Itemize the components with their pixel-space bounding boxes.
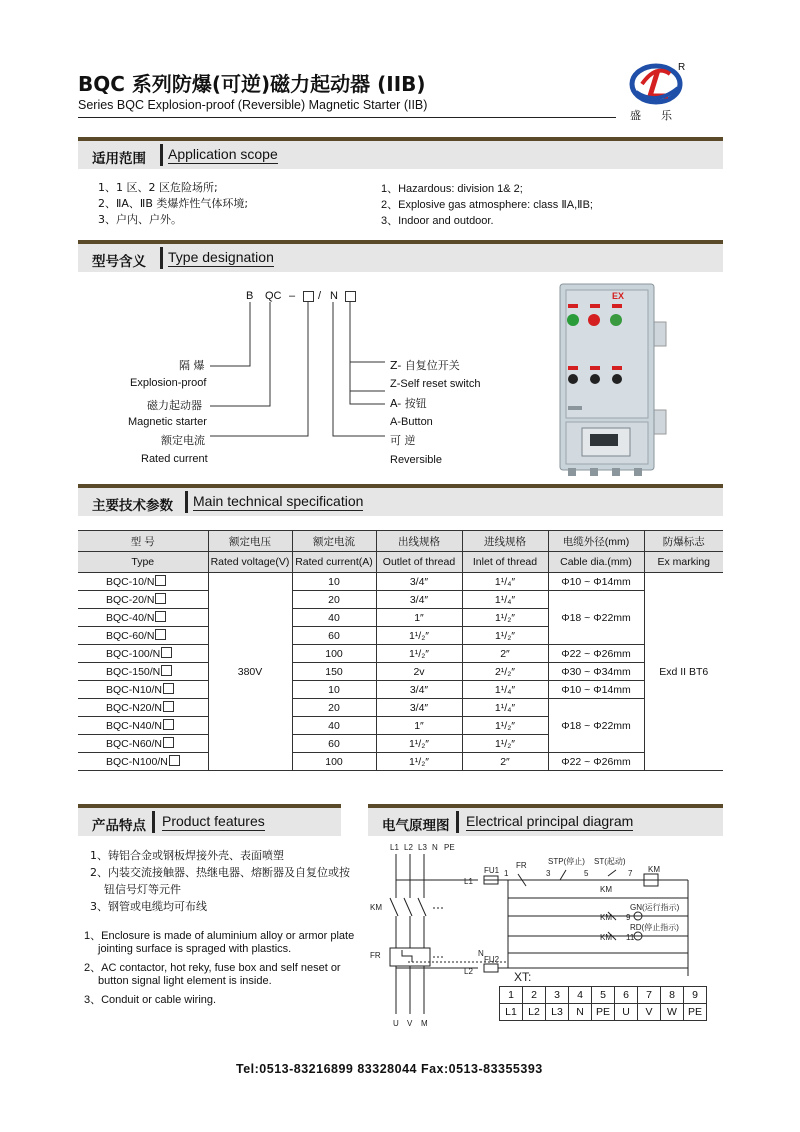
label-reset-en: Z-Self reset switch — [390, 378, 481, 390]
inlet-cell: 1¹/₄″ — [462, 573, 548, 591]
current-cell: 20 — [292, 591, 376, 609]
spec-header-cell: 型 号 — [78, 531, 208, 552]
diagram-node: 5 — [584, 869, 589, 878]
label-current-cn: 额定电流 — [161, 434, 205, 447]
cable-cell: Φ18 ~ Φ22mm — [548, 699, 644, 753]
logo-text: 盛乐 — [630, 109, 692, 122]
spec-header-cell: Rated voltage(V) — [208, 552, 292, 573]
spec-header-cell: Inlet of thread — [462, 552, 548, 573]
inlet-cell: 1¹/₄″ — [462, 681, 548, 699]
cable-cell: Φ18 ~ Φ22mm — [548, 591, 644, 645]
outlet-cell: 1¹/₂″ — [376, 753, 462, 771]
label-magnetic-en: Magnetic starter — [128, 416, 207, 428]
code-n: N — [330, 290, 338, 302]
ex-marking-cell: Exd II BT6 — [644, 573, 723, 771]
type-cell: BQC-60/N — [78, 627, 208, 645]
table-cell: L2 — [523, 1004, 546, 1021]
designation-title-cn: 型号含义 — [92, 254, 146, 270]
diagram-node: 9 — [626, 913, 631, 922]
table-row — [78, 645, 723, 663]
table-cell: 4 — [569, 987, 592, 1004]
features-header — [78, 804, 341, 836]
cable-cell: Φ30 ~ Φ34mm — [548, 663, 644, 681]
spec-header-cell: 出线规格 — [376, 531, 462, 552]
voltage-cell: 380V — [208, 573, 292, 771]
table-cell: W — [661, 1004, 684, 1021]
code-b: B — [246, 290, 254, 302]
current-cell: 150 — [292, 663, 376, 681]
feature-en-2: 2、AC contactor, hot reky, fuse box and self neset or — [84, 962, 341, 974]
diagram-label-km: KM — [370, 903, 382, 912]
features-title-en: Product features — [162, 813, 265, 829]
diagram-header — [368, 804, 723, 836]
outlet-cell: 1¹/₂″ — [376, 735, 462, 753]
table-cell: L3 — [546, 1004, 569, 1021]
cable-cell: Φ22 ~ Φ26mm — [548, 753, 644, 771]
diagram-label-km-c: KM — [600, 933, 612, 942]
table-cell: 3 — [546, 987, 569, 1004]
spec-header-cell: Ex marking — [644, 552, 723, 573]
outlet-cell: 2v — [376, 663, 462, 681]
label-button-cn: A- 按钮 — [390, 397, 427, 410]
table-row — [78, 753, 723, 771]
table-cell: 6 — [615, 987, 638, 1004]
terminal-label: M — [421, 1019, 428, 1028]
table-row — [78, 681, 723, 699]
spec-header-cell: Type — [78, 552, 208, 573]
terminal-label: L3 — [418, 843, 427, 852]
contact-footer: Tel:0513-83216899 83328044 Fax:0513-83355393 — [236, 1062, 543, 1076]
feature-cn-1: 1、铸铝合金或钢板焊接外壳、表面喷塑 — [90, 849, 284, 862]
table-cell: 2 — [523, 987, 546, 1004]
outlet-cell: 3/4″ — [376, 591, 462, 609]
terminal-label: L1 — [390, 843, 399, 852]
type-cell: BQC-10/N — [78, 573, 208, 591]
spec-header-row-en — [78, 552, 723, 573]
feature-cn-2b: 钮信号灯等元件 — [104, 883, 181, 896]
inlet-cell: 1¹/₄″ — [462, 699, 548, 717]
label-button-en: A-Button — [390, 416, 433, 428]
spec-header-cell: 进线规格 — [462, 531, 548, 552]
diagram-title-en: Electrical principal diagram — [466, 813, 634, 829]
scope-title-en: Application scope — [168, 146, 278, 162]
type-cell: BQC-N60/N — [78, 735, 208, 753]
inlet-cell: 2¹/₂″ — [462, 663, 548, 681]
spec-table — [78, 530, 723, 771]
page-subtitle: Series BQC Explosion-proof (Reversible) Magnetic Starter (IIB) — [78, 98, 428, 112]
table-cell: U — [615, 1004, 638, 1021]
outlet-cell: 1¹/₂″ — [376, 645, 462, 663]
table-cell: PE — [684, 1004, 707, 1021]
current-cell: 100 — [292, 753, 376, 771]
outlet-cell: 3/4″ — [376, 681, 462, 699]
designation-header-separator — [160, 247, 163, 269]
outlet-cell: 3/4″ — [376, 573, 462, 591]
diagram-label-stp: STP(停止) — [548, 857, 585, 866]
table-row — [500, 1004, 707, 1021]
features-title-cn: 产品特点 — [92, 818, 146, 834]
table-row — [500, 987, 707, 1004]
photo-ex-mark: EX — [612, 291, 625, 301]
feature-en-1b: jointing surface is spraged with plastics. — [98, 943, 292, 955]
inlet-cell: 1¹/₂″ — [462, 717, 548, 735]
feature-en-1: 1、Enclosure is made of aluminium alloy or armor plate — [84, 930, 355, 942]
current-cell: 60 — [292, 627, 376, 645]
feature-en-3: 3、Conduit or cable wiring. — [84, 994, 217, 1006]
diagram-label-fu1: FU1 — [484, 866, 500, 875]
diagram-label-st: ST(起动) — [594, 857, 626, 866]
table-cell: 9 — [684, 987, 707, 1004]
diagram-node: 3 — [546, 869, 551, 878]
terminal-label: V — [407, 1019, 413, 1028]
terminal-table — [499, 986, 707, 1021]
outlet-cell: 3/4″ — [376, 699, 462, 717]
terminal-label: U — [393, 1019, 399, 1028]
type-cell: BQC-40/N — [78, 609, 208, 627]
diagram-title-cn: 电气原理图 — [382, 818, 450, 834]
scope-cn-1: 1、1 区、2 区危险场所; — [98, 181, 218, 194]
feature-cn-2: 2、内装交流接触器、热继电器、熔断器及自复位或按 — [90, 866, 350, 879]
inlet-cell: 1¹/₂″ — [462, 627, 548, 645]
current-cell: 20 — [292, 699, 376, 717]
code-dash: – — [289, 290, 296, 302]
page-title: BQC 系列防爆(可逆)磁力起动器 (IIB) — [78, 72, 426, 96]
cable-cell: Φ22 ~ Φ26mm — [548, 645, 644, 663]
diagram-label-fr: FR — [370, 951, 381, 960]
spec-title-en: Main technical specification — [193, 493, 364, 509]
inlet-cell: 1¹/₂″ — [462, 609, 548, 627]
table-cell: N — [569, 1004, 592, 1021]
current-cell: 40 — [292, 717, 376, 735]
table-cell: 8 — [661, 987, 684, 1004]
outlet-cell: 1¹/₂″ — [376, 627, 462, 645]
cable-cell: Φ10 ~ Φ14mm — [548, 681, 644, 699]
diagram-node: 1 — [504, 869, 509, 878]
type-cell: BQC-100/N — [78, 645, 208, 663]
diagram-label-l2: L2 — [464, 967, 473, 976]
spec-header-cell: Outlet of thread — [376, 552, 462, 573]
spec-header-cell: Rated current(A) — [292, 552, 376, 573]
diagram-label-km-b: KM — [600, 913, 612, 922]
diagram-label-fu2: FU2 — [484, 955, 500, 964]
table-row — [78, 699, 723, 717]
table-cell: L1 — [500, 1004, 523, 1021]
features-header-separator — [152, 811, 155, 833]
type-cell: BQC-150/N — [78, 663, 208, 681]
feature-cn-3: 3、钢管或电缆均可布线 — [90, 900, 207, 913]
scope-en-2: 2、Explosive gas atmosphere: class ⅡA,ⅡB; — [381, 199, 593, 211]
inlet-cell: 1¹/₄″ — [462, 591, 548, 609]
title-rule — [78, 117, 616, 118]
diagram-label-rd: RD(停止指示) — [630, 923, 679, 932]
diagram-node: 7 — [628, 869, 633, 878]
type-cell: BQC-N20/N — [78, 699, 208, 717]
designation-header — [78, 240, 723, 272]
designation-lines — [200, 300, 390, 445]
type-cell: BQC-N40/N — [78, 717, 208, 735]
label-current-en: Rated current — [141, 453, 208, 465]
type-cell: BQC-N100/N — [78, 753, 208, 771]
table-cell: 1 — [500, 987, 523, 1004]
table-row — [78, 573, 723, 591]
scope-title-cn: 适用范围 — [92, 151, 146, 167]
spec-title-cn: 主要技术参数 — [92, 498, 173, 514]
table-cell: 7 — [638, 987, 661, 1004]
code-slash: / — [318, 290, 322, 302]
table-cell: 5 — [592, 987, 615, 1004]
label-reversible-en: Reversible — [390, 454, 442, 466]
inlet-cell: 2″ — [462, 645, 548, 663]
diagram-label-l1: L1 — [464, 877, 473, 886]
current-cell: 10 — [292, 573, 376, 591]
scope-header — [78, 137, 723, 169]
scope-cn-3: 3、户内、户外。 — [98, 213, 182, 226]
designation-title-en: Type designation — [168, 249, 274, 265]
diagram-label-km-coil: KM — [648, 865, 660, 874]
terminal-label: N — [432, 843, 438, 852]
diagram-label-km-a: KM — [600, 885, 612, 894]
spec-header-separator — [185, 491, 188, 513]
registered-mark: R — [678, 62, 686, 73]
diagram-label-gn: GN(运行指示) — [630, 903, 680, 912]
label-explosion-cn: 隔 爆 — [179, 359, 205, 372]
product-photo — [556, 282, 668, 478]
spec-header — [78, 484, 723, 516]
diagram-label-xt: XT: — [514, 970, 532, 984]
current-cell: 40 — [292, 609, 376, 627]
table-row — [78, 591, 723, 609]
diagram-node: 11 — [626, 933, 635, 942]
spec-header-cell: 电缆外径(mm) — [548, 531, 644, 552]
diagram-header-separator — [456, 811, 459, 833]
table-cell: PE — [592, 1004, 615, 1021]
inlet-cell: 2″ — [462, 753, 548, 771]
spec-header-cell: Cable dia.(mm) — [548, 552, 644, 573]
label-magnetic-cn: 磁力起动器 — [147, 399, 202, 412]
current-cell: 10 — [292, 681, 376, 699]
terminal-label: PE — [444, 843, 455, 852]
scope-header-separator — [160, 144, 163, 166]
label-reversible-cn: 可 逆 — [390, 434, 416, 447]
terminal-label: L2 — [404, 843, 413, 852]
diagram-label-n: N — [478, 949, 484, 958]
scope-cn-2: 2、ⅡA、ⅡB 类爆炸性气体环境; — [98, 197, 249, 210]
diagram-label-fr2: FR — [516, 861, 527, 870]
current-cell: 100 — [292, 645, 376, 663]
spec-header-cell: 防爆标志 — [644, 531, 723, 552]
spec-header-row-cn — [78, 531, 723, 552]
label-reset-cn: Z- 自复位开关 — [390, 359, 460, 372]
cable-cell: Φ10 ~ Φ14mm — [548, 573, 644, 591]
label-explosion-en: Explosion-proof — [130, 377, 207, 389]
type-cell: BQC-N10/N — [78, 681, 208, 699]
table-row — [78, 663, 723, 681]
outlet-cell: 1″ — [376, 717, 462, 735]
type-cell: BQC-20/N — [78, 591, 208, 609]
scope-en-1: 1、Hazardous: division 1& 2; — [381, 183, 523, 195]
feature-en-2b: button signal light element is inside. — [98, 975, 272, 987]
spec-header-cell: 额定电压 — [208, 531, 292, 552]
inlet-cell: 1¹/₂″ — [462, 735, 548, 753]
spec-header-cell: 额定电流 — [292, 531, 376, 552]
table-cell: V — [638, 1004, 661, 1021]
current-cell: 60 — [292, 735, 376, 753]
scope-en-3: 3、Indoor and outdoor. — [381, 215, 494, 227]
outlet-cell: 1″ — [376, 609, 462, 627]
code-qc: QC — [265, 290, 282, 302]
